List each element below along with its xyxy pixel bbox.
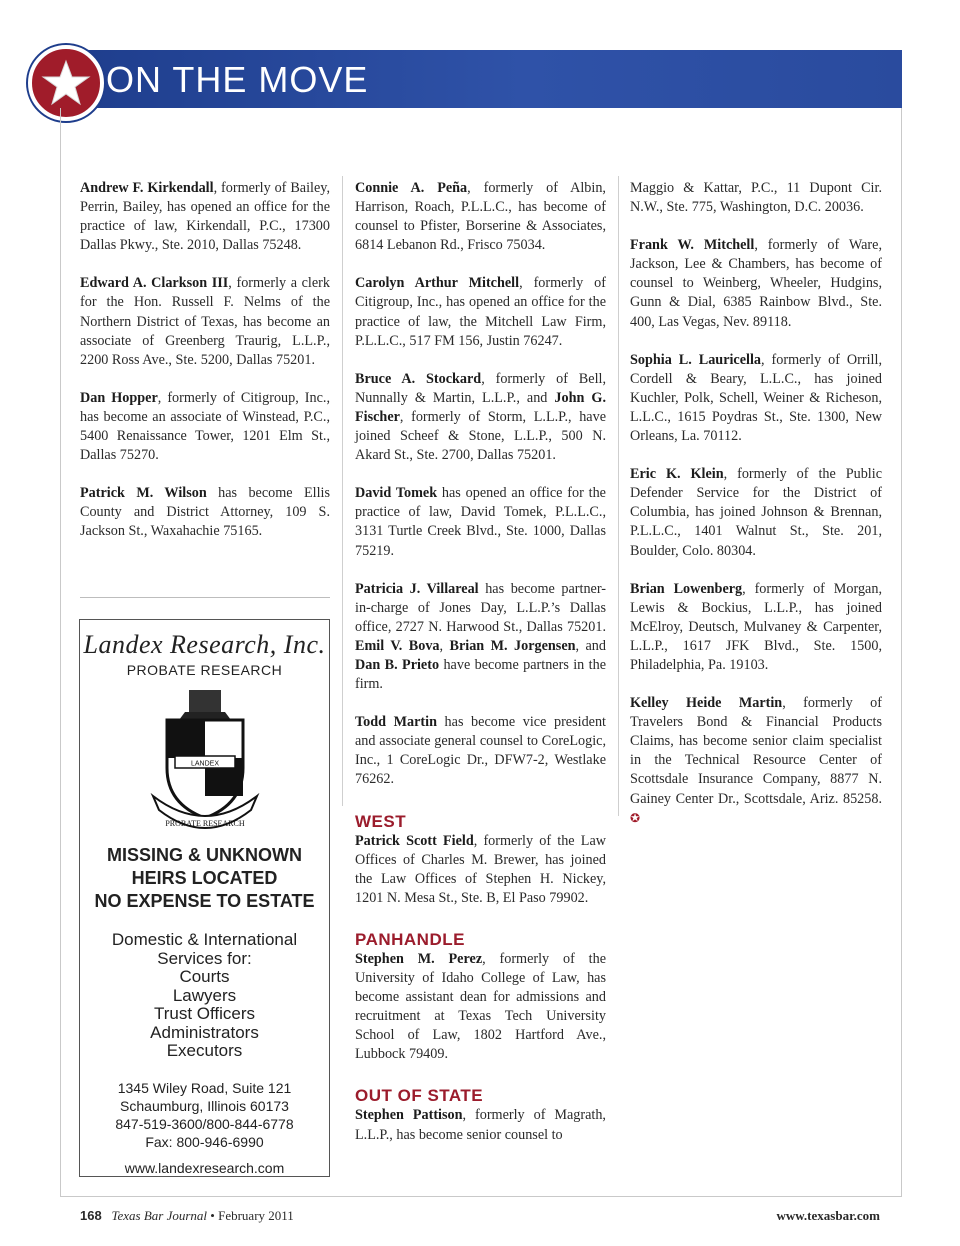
ad-service-line: Services for: <box>157 948 252 968</box>
footer-website-link[interactable]: www.texasbar.com <box>776 1208 880 1223</box>
ad-address-line: Schaumburg, Illinois 60173 <box>120 1097 289 1114</box>
announcement: Bruce A. Stockard, formerly of Bell, Nunnally & Martin, L.L.P., and John G. Fischer, formerly of Storm, L.L.P., have joined Scheef & Stone, L.L.P., 500 N. Akard St., Ste. 2700, Dallas 75201. <box>355 370 606 464</box>
announcement: Patricia J. Villareal has become partner-in-charge of Jones Day, L.L.P.’s Dallas office, 2727 N. Harwood St., Dallas 75201. Emil V. Bova, Brian M. Jorgensen, and Dan B. Prieto have become partners in the firm. <box>355 580 607 693</box>
announcement: Stephen M. Perez, formerly of the University of Idaho College of Law, has become assistant dean for admissions and recruitment at Texas Tech University School of Law, 1802 Hartford Ave., Lubbock 79409. <box>355 950 606 1063</box>
ad-phone: 847-519-3600/800-844-6778 <box>115 1115 294 1132</box>
ad-services <box>80 931 329 1061</box>
announcement-continued: Maggio & Kattar, P.C., 11 Dupont Cir. N.W., Ste. 775, Washington, D.C. 20036. <box>630 180 882 216</box>
announcement: Patrick M. Wilson has become Ellis County and District Attorney, 109 S. Jackson St., Waxahachie 75165. <box>80 485 330 540</box>
magazine-name: Texas Bar Journal <box>111 1208 208 1223</box>
column-rule <box>342 176 343 806</box>
ad-headline-line: HEIRS LOCATED <box>131 868 278 888</box>
announcement: Connie A. Peña, formerly of Albin, Harrison, Roach, P.L.L.C., has become of counsel to Pfister, Borserine & Associates, 6814 Lebanon Rd., Frisco 75034. <box>355 180 606 254</box>
page-title: ON THE MOVE <box>106 59 369 100</box>
ad-contact <box>80 1079 329 1151</box>
crest-banner-text: LANDEX <box>190 760 219 768</box>
column-2 <box>355 179 606 1164</box>
ad-website-link[interactable]: www.landexresearch.com <box>124 1159 285 1176</box>
ad-service-line: Executors <box>166 1041 243 1060</box>
ad-service-line: Lawyers <box>172 985 237 1005</box>
ad-service-line: Trust Officers <box>153 1004 256 1023</box>
announcement: Stephen Pattison, formerly of Magrath, L.L.P., has become senior counsel to <box>355 1107 606 1143</box>
footer-left <box>80 1208 294 1224</box>
announcement: Carolyn Arthur Mitchell, formerly of Citigroup, Inc., has opened an office for the practice of law, the Mitchell Law Firm, P.L.L.C., 517 FM 156, Justin 76247. <box>355 275 606 349</box>
ad-address-line: 1345 Wiley Road, Suite 121 <box>117 1079 292 1096</box>
ad-service-line: Administrators <box>150 1022 259 1042</box>
ad-subtitle: PROBATE RESEARCH <box>126 662 283 678</box>
ad-company-name: Landex Research, Inc. <box>83 630 326 659</box>
announcement: Todd Martin has become vice president and associate general counsel to CoreLogic, Inc., 1 CoreLogic Dr., DFW7-2, Westlake 76262. <box>355 714 606 788</box>
announcement: Eric K. Klein, formerly of the Public Defender Service for the District of Columbia, has joined Johnson & Brennan, P.L.L.C., 1401 Walnut St., Ste. 201, Boulder, Colo. 80304. <box>630 466 882 559</box>
landex-advertisement <box>79 619 330 1177</box>
column-rule <box>618 176 619 816</box>
ad-service-line: Domestic & International <box>111 930 298 949</box>
page-number: 168 <box>80 1208 102 1223</box>
divider <box>80 597 330 598</box>
announcement: Brian Lowenberg, formerly of Morgan, Lewis & Bockius, L.L.P., has joined McElroy, Deutsch, Mulvaney & Carpenter, L.L.P., 1617 JFK Blvd., Ste. 1500, Philadelphia, Pa. 19103. <box>630 580 882 673</box>
ad-headline-line: MISSING & UNKNOWN <box>107 845 302 865</box>
star-icon <box>40 57 92 109</box>
ad-fax: Fax: 800-946-6990 <box>145 1133 264 1150</box>
column-1 <box>80 179 330 561</box>
crest-icon <box>145 686 265 836</box>
ad-headline <box>80 844 329 913</box>
announcement: Dan Hopper, formerly of Citigroup, Inc., has become an associate of Winstead, P.C., 5400 Renaissance Tower, 1201 Elm St., Dallas 75270. <box>80 389 330 464</box>
section-heading-panhandle: PANHANDLE <box>355 929 465 949</box>
announcement: Frank W. Mitchell, formerly of Ware, Jackson, Lee & Chambers, has become of counsel to Weinberg, Wheeler, Hudgins, Gunn & Dial, 6385 Rainbow Blvd., Ste. 400, Las Vegas, Nev. 89118. <box>630 237 882 330</box>
announcement: Sophia L. Lauricella, formerly of Orrill, Cordell & Beary, L.L.C., has joined Kuchler, Polk, Schell, Weiner & Richeson, L.L.C., 1615 Poydras St., Ste. 1300, New Orleans, La. 70112. <box>630 351 882 445</box>
announcement: David Tomek has opened an office for the practice of law, David Tomek, P.L.L.C., 3131 Turtle Creek Blvd., Ste. 1000, Dallas 75219. <box>355 485 606 559</box>
announcement: Patrick Scott Field, formerly of the Law Offices of Charles M. Brewer, has joined the Law Offices of Stephen H. Nickey, 1201 N. Mesa St., Ste. B, El Paso 79902. <box>355 832 606 906</box>
section-heading-out-of-state: OUT OF STATE <box>355 1086 484 1106</box>
section-heading-west: WEST <box>355 811 407 831</box>
issue-date: February 2011 <box>218 1208 294 1223</box>
ad-service-line: Courts <box>179 967 230 986</box>
announcement: Edward A. Clarkson III, formerly a clerk for the Hon. Russell F. Nelms of the Northern District of Texas, has become an associate of Greenberg Traurig, L.L.P., 2200 Ross Ave., Ste. 5200, Dallas 75201. <box>80 275 330 368</box>
footer-separator: • <box>210 1208 215 1223</box>
column-3 <box>630 179 882 847</box>
crest-ribbon-text: PROBATE RESEARCH <box>164 819 245 828</box>
announcement: Kelley Heide Martin, formerly of Travelers Bond & Financial Products Claims, has become senior claim specialist in the Technical Resource Center of Scottsdale Insurance Company, 8877 N. Gainey Center Dr., Scottsdale, Ariz. 85258. ✪ <box>630 695 882 825</box>
end-star-icon: ✪ <box>630 810 641 825</box>
ad-headline-line: NO EXPENSE TO ESTATE <box>94 891 315 911</box>
announcement: Andrew F. Kirkendall, formerly of Bailey, Perrin, Bailey, has opened an office for the practice of law, Kirkendall, P.C., 17300 Dallas Pkwy., Ste. 2010, Dallas 75248. <box>80 180 330 254</box>
